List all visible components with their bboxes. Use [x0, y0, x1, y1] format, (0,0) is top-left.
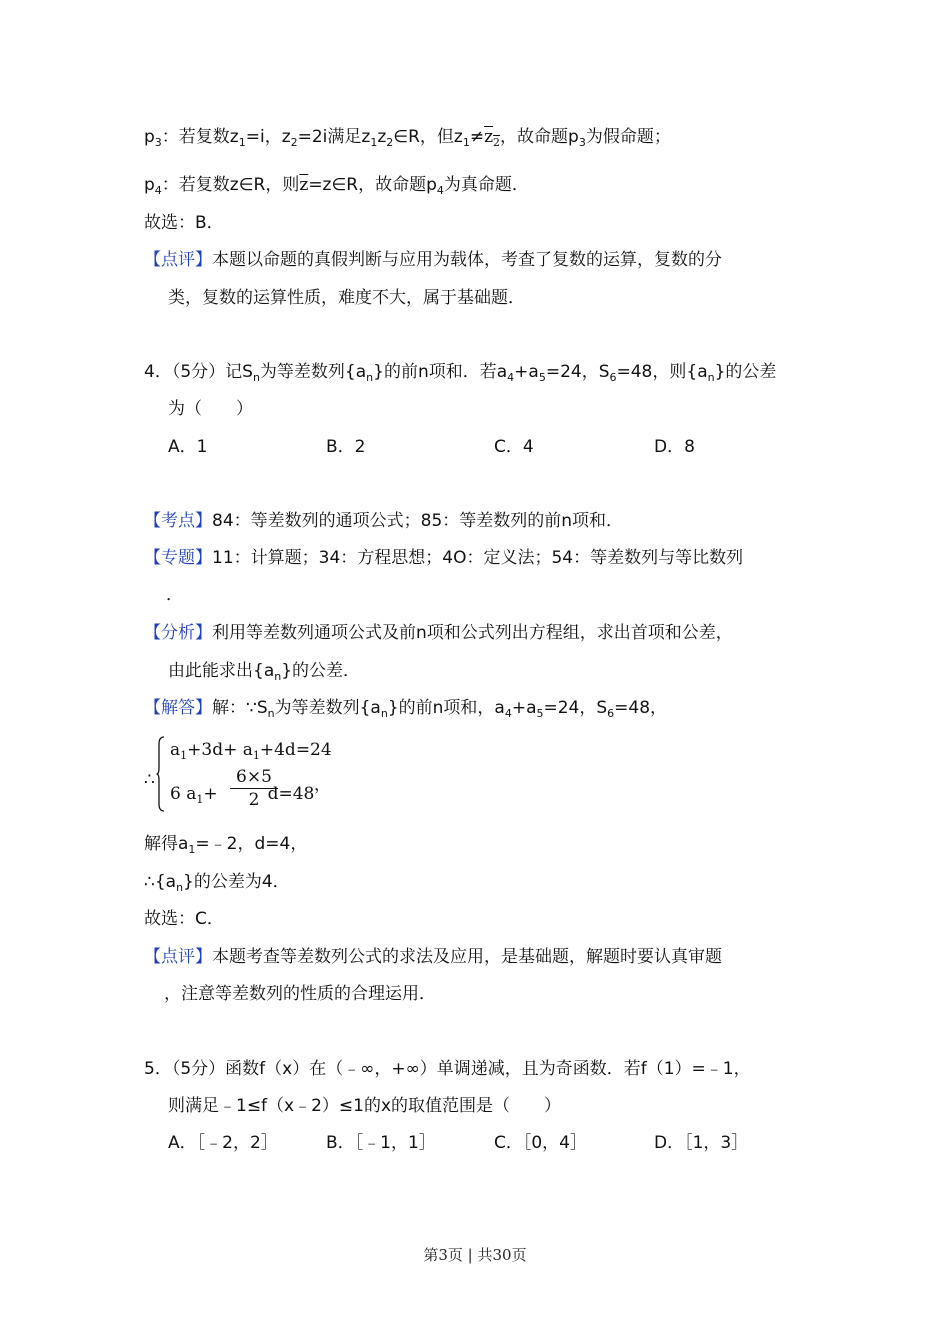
equation-2: 6 $a_1+ d=48$ — [170, 784, 315, 806]
q4-option-c: C．4 — [494, 437, 534, 457]
fraction — [230, 766, 278, 811]
q5-option-b: B．［﹣1，1］ — [326, 1133, 436, 1153]
solution-tag: 【解答】 — [144, 698, 212, 718]
comment-tag: 【点评】 — [144, 250, 212, 270]
q4-comment: 【点评】本题考查等差数列公式的求法及应用，是基础题，解题时要认真审题 — [144, 947, 722, 967]
q4-analysis-cont: 由此能求出$\{a_n\}$的公差． — [168, 661, 361, 683]
page-footer: 第3页 | 共30页 — [423, 1246, 527, 1264]
equation-system — [144, 734, 344, 816]
q4-option-b: B．2 — [326, 437, 366, 457]
fraction-numerator: 6×5 — [230, 766, 278, 789]
q3-comment-cont: 类，复数的运算性质，难度不大，属于基础题． — [168, 288, 525, 308]
conjugate-z2: $z_2$ — [484, 127, 501, 149]
q5-option-d: D．［1，3］ — [654, 1133, 749, 1153]
analysis-tag: 【分析】 — [144, 623, 212, 643]
q4-topic-cont: ． — [166, 585, 183, 605]
q3-answer: 故选：B． — [144, 213, 224, 233]
q5-stem: 5．（5分）函数f（x）在（﹣∞，+∞）单调递减，且为奇函数．若f（1）=﹣1， — [144, 1059, 751, 1079]
conjugate-z: $\overline{z}$ — [299, 175, 309, 195]
equation-1: $a_1+3d+ a_1+4d=24$ — [170, 740, 332, 762]
p3-statement: $p_3$：若复数$z_1=i$，$z_2=2i$满足$z_1z_2\in R$，但$z_1\ne z_2$，故命题$p_3$为假命题； — [144, 127, 671, 149]
q4-stem-cont: 为（ ） — [168, 399, 253, 419]
q4-option-a: A．1 — [168, 437, 208, 457]
q4-answer: 故选：C． — [144, 909, 224, 929]
q5-stem-cont: 则满足﹣1≤f（x﹣2）≤1的x的取值范围是（ ） — [168, 1096, 562, 1116]
q4-result-1: 解得$a_1=﹣2$，d=4， — [144, 834, 308, 856]
fraction-denominator: 2 — [248, 790, 260, 810]
q4-comment-cont: ，注意等差数列的性质的合理运用． — [164, 984, 436, 1004]
q4-topic: 【专题】11：计算题；34：方程思想；4O：定义法；54：等差数列与等比数列 — [144, 548, 744, 568]
q5-option-c: C．［0，4］ — [494, 1133, 588, 1153]
topic-tag: 【专题】 — [144, 548, 212, 568]
comment-tag: 【点评】 — [144, 947, 212, 967]
p4-statement: $p_4$：若复数z∈R，则$\overline{z}=z\in R$，故命题$p_4$为真命题． — [144, 175, 529, 197]
left-brace — [156, 736, 165, 812]
q4-analysis: 【分析】利用等差数列通项公式及前n项和公式列出方程组，求出首项和公差， — [144, 623, 733, 643]
q5-option-a: A．［﹣2，2］ — [168, 1133, 278, 1153]
therefore-symbol: ∴ — [144, 770, 155, 790]
q4-result-2: $\therefore\{a_n\}$的公差为4． — [144, 872, 290, 894]
points-tag: 【考点】 — [144, 511, 212, 531]
q4-stem: 4．（5分）记$S_n$为等差数列$\{a_n\}$的前n项和．若$a_4+a_5=24$，$S_6=48$，则$\{a_n\}$的公差 — [144, 362, 777, 384]
system-comma: ， — [314, 775, 331, 795]
q4-option-d: D．8 — [654, 437, 695, 457]
q4-points: 【考点】84：等差数列的通项公式；85：等差数列的前n项和． — [144, 511, 624, 531]
q3-comment: 【点评】本题以命题的真假判断与应用为载体，考查了复数的运算，复数的分 — [144, 250, 722, 270]
q4-solution: 【解答】解：$\because S_n$为等差数列$\{a_n\}$的前n项和，$a_4+a_5=24$，$S_6=48$， — [144, 698, 668, 720]
